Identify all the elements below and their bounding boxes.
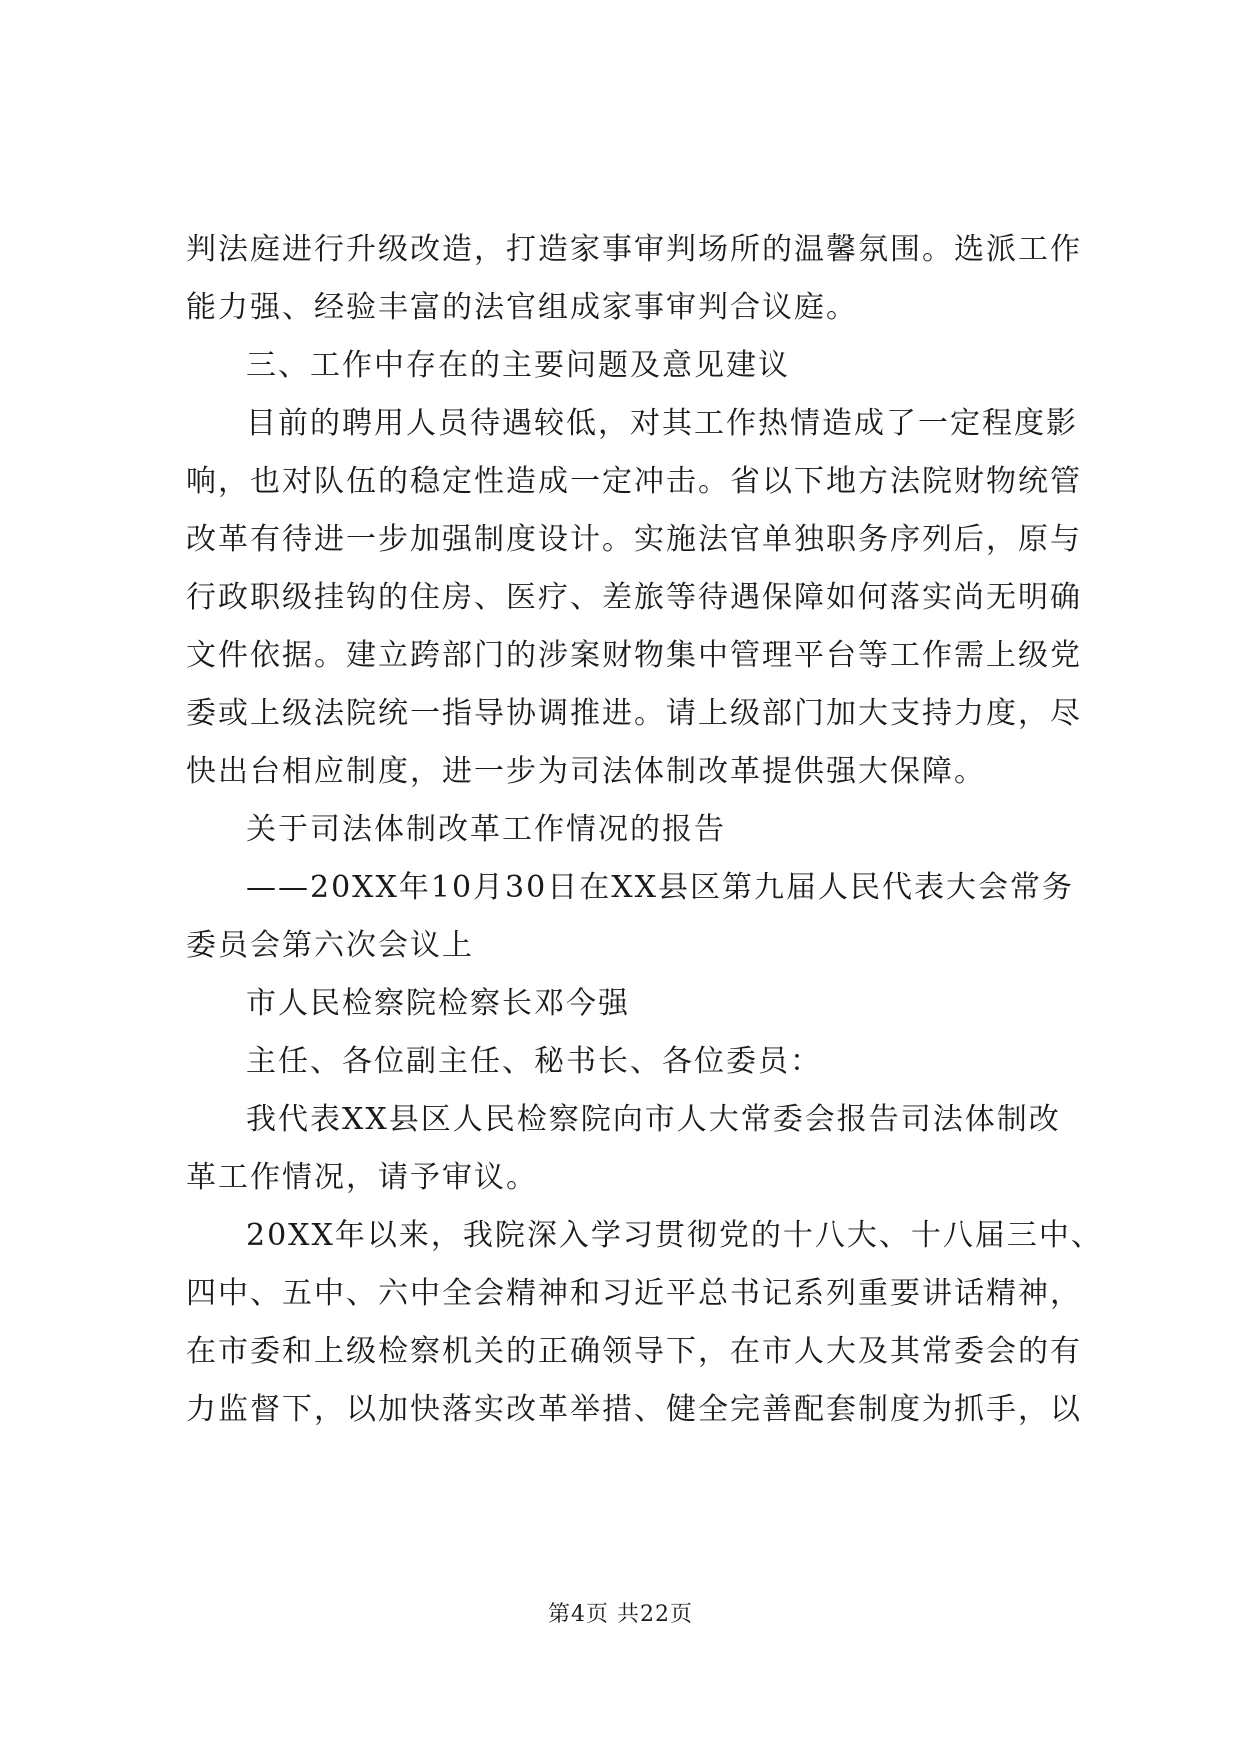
- text-line-9: 委或上级法院统一指导协调推进。请上级部门加大支持力度，尽: [186, 696, 1082, 731]
- text-line-2: 能力强、经验丰富的法官组成家事审判合议庭。: [186, 290, 858, 325]
- text-line-10: 快出台相应制度，进一步为司法体制改革提供强大保障。: [186, 754, 986, 789]
- text-line-20: 在市委和上级检察机关的正确领导下，在市人大及其常委会的有: [186, 1334, 1082, 1369]
- text-line-19: 四中、五中、六中全会精神和习近平总书记系列重要讲话精神，: [186, 1276, 1082, 1311]
- text-line-7: 行政职级挂钩的住房、医疗、差旅等待遇保障如何落实尚无明确: [186, 580, 1082, 615]
- section-heading: 三、工作中存在的主要问题及意见建议: [246, 348, 790, 383]
- salutation: 主任、各位副主任、秘书长、各位委员：: [246, 1044, 822, 1079]
- report-title: 关于司法体制改革工作情况的报告: [246, 812, 726, 847]
- text-line-17: 革工作情况，请予审议。: [186, 1160, 538, 1195]
- text-line-1: 判法庭进行升级改造，打造家事审判场所的温馨氛围。选派工作: [186, 232, 1082, 267]
- report-author: 市人民检察院检察长邓今强: [246, 986, 630, 1021]
- text-line-16: 我代表XX县区人民检察院向市人大常委会报告司法体制改: [246, 1102, 1061, 1137]
- page-number-footer: 第4页 共22页: [548, 1602, 693, 1627]
- report-subtitle-line-1: ——20XX年10月30日在XX县区第九届人民代表大会常务: [246, 870, 1074, 905]
- text-line-21: 力监督下，以加快落实改革举措、健全完善配套制度为抓手，以: [186, 1392, 1082, 1427]
- text-line-5: 响，也对队伍的稳定性造成一定冲击。省以下地方法院财物统管: [186, 464, 1082, 499]
- text-line-8: 文件依据。建立跨部门的涉案财物集中管理平台等工作需上级党: [186, 638, 1082, 673]
- text-line-18: 20XX年以来，我院深入学习贯彻党的十八大、十八届三中、: [246, 1218, 1103, 1253]
- report-subtitle-line-2: 委员会第六次会议上: [186, 928, 474, 963]
- text-line-6: 改革有待进一步加强制度设计。实施法官单独职务序列后，原与: [186, 522, 1082, 557]
- text-line-4: 目前的聘用人员待遇较低，对其工作热情造成了一定程度影: [246, 406, 1078, 441]
